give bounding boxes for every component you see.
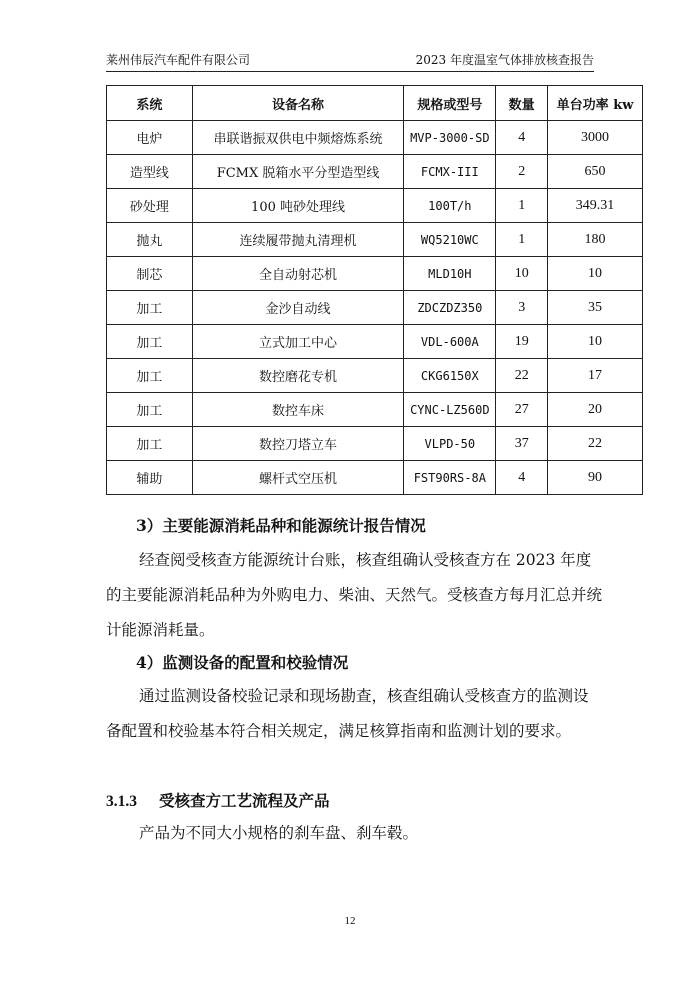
cell-quantity: 19 [496,325,548,359]
cell-system: 造型线 [107,155,193,189]
header-company: 莱州伟辰汽车配件有限公司 [106,53,251,67]
cell-system: 加工 [107,291,193,325]
cell-model: 100T/h [404,189,496,223]
section-4-body: 通过监测设备校验记录和现场勘查，核查组确认受核查方的监测设备配置和校验基本符合相关规定，满足核算指南和监测计划的要求。 [106,687,589,740]
col-header-quantity: 数量 [496,86,548,121]
cell-equipment: 100 吨砂处理线 [192,189,404,223]
cell-system: 电炉 [107,121,193,155]
cell-power: 35 [548,291,643,325]
table-header-row [107,86,643,121]
cell-power: 22 [548,427,643,461]
cell-model: MVP-3000-SD [404,121,496,155]
cell-equipment: FCMX 脱箱水平分型造型线 [192,155,404,189]
cell-model: VDL-600A [404,325,496,359]
cell-quantity: 10 [496,257,548,291]
table-row [107,155,643,189]
cell-quantity: 37 [496,427,548,461]
table-row [107,189,643,223]
cell-quantity: 27 [496,393,548,427]
col-header-model: 规格或型号 [404,86,496,121]
cell-power: 3000 [548,121,643,155]
cell-system: 辅助 [107,461,193,495]
table-row [107,461,643,495]
cell-power: 650 [548,155,643,189]
cell-power: 17 [548,359,643,393]
table-row [107,291,643,325]
cell-power: 180 [548,223,643,257]
cell-quantity: 3 [496,291,548,325]
cell-system: 加工 [107,427,193,461]
cell-equipment: 全自动射芯机 [192,257,404,291]
page-number: 12 [344,915,356,927]
section-313-title: 受核查方工艺流程及产品 [159,791,330,810]
cell-equipment: 螺杆式空压机 [192,461,404,495]
table-row [107,393,643,427]
cell-quantity: 1 [496,189,548,223]
cell-system: 制芯 [107,257,193,291]
table-row [107,257,643,291]
section-313-number: 3.1.3 [106,793,137,810]
cell-power: 90 [548,461,643,495]
section-3-heading: 3）主要能源消耗品种和能源统计报告情况 [136,516,426,535]
cell-model: ZDCZDZ350 [404,291,496,325]
table-row [107,223,643,257]
cell-model: FST90RS-8A [404,461,496,495]
cell-model: CYNC-LZ560D [404,393,496,427]
cell-equipment: 数控刀塔立车 [192,427,404,461]
cell-model: FCMX-III [404,155,496,189]
cell-equipment: 连续履带抛丸清理机 [192,223,404,257]
cell-model: CKG6150X [404,359,496,393]
cell-equipment: 串联谐振双供电中频熔炼系统 [192,121,404,155]
section-313-heading [106,783,602,819]
section-313-body: 产品为不同大小规格的刹车盘、刹车毂。 [139,824,419,842]
cell-equipment: 数控车床 [192,393,404,427]
cell-equipment: 立式加工中心 [192,325,404,359]
cell-quantity: 2 [496,155,548,189]
cell-power: 10 [548,257,643,291]
table-row [107,121,643,155]
page-header [106,50,594,72]
cell-power: 349.31 [548,189,643,223]
section-4-heading: 4）监测设备的配置和校验情况 [136,653,349,672]
cell-model: MLD10H [404,257,496,291]
cell-system: 加工 [107,393,193,427]
col-header-power: 单台功率 kw [548,86,643,121]
col-header-system: 系统 [107,86,193,121]
cell-quantity: 4 [496,461,548,495]
cell-system: 加工 [107,359,193,393]
cell-system: 抛丸 [107,223,193,257]
cell-equipment: 数控磨花专机 [192,359,404,393]
cell-system: 加工 [107,325,193,359]
table-row [107,359,643,393]
section-3-body: 经查阅受核查方能源统计台账，核查组确认受核查方在 2023 年度的主要能源消耗品种为外购电力、柴油、天然气。受核查方每月汇总并统计能源消耗量。 [106,551,603,639]
cell-quantity: 4 [496,121,548,155]
cell-quantity: 1 [496,223,548,257]
cell-system: 砂处理 [107,189,193,223]
table-row [107,427,643,461]
header-report-title: 2023 年度温室气体排放核查报告 [415,53,594,67]
cell-equipment: 金沙自动线 [192,291,404,325]
cell-power: 10 [548,325,643,359]
cell-power: 20 [548,393,643,427]
col-header-equipment: 设备名称 [192,86,404,121]
equipment-table [106,85,643,495]
table-row [107,325,643,359]
cell-model: WQ5210WC [404,223,496,257]
cell-model: VLPD-50 [404,427,496,461]
cell-quantity: 22 [496,359,548,393]
